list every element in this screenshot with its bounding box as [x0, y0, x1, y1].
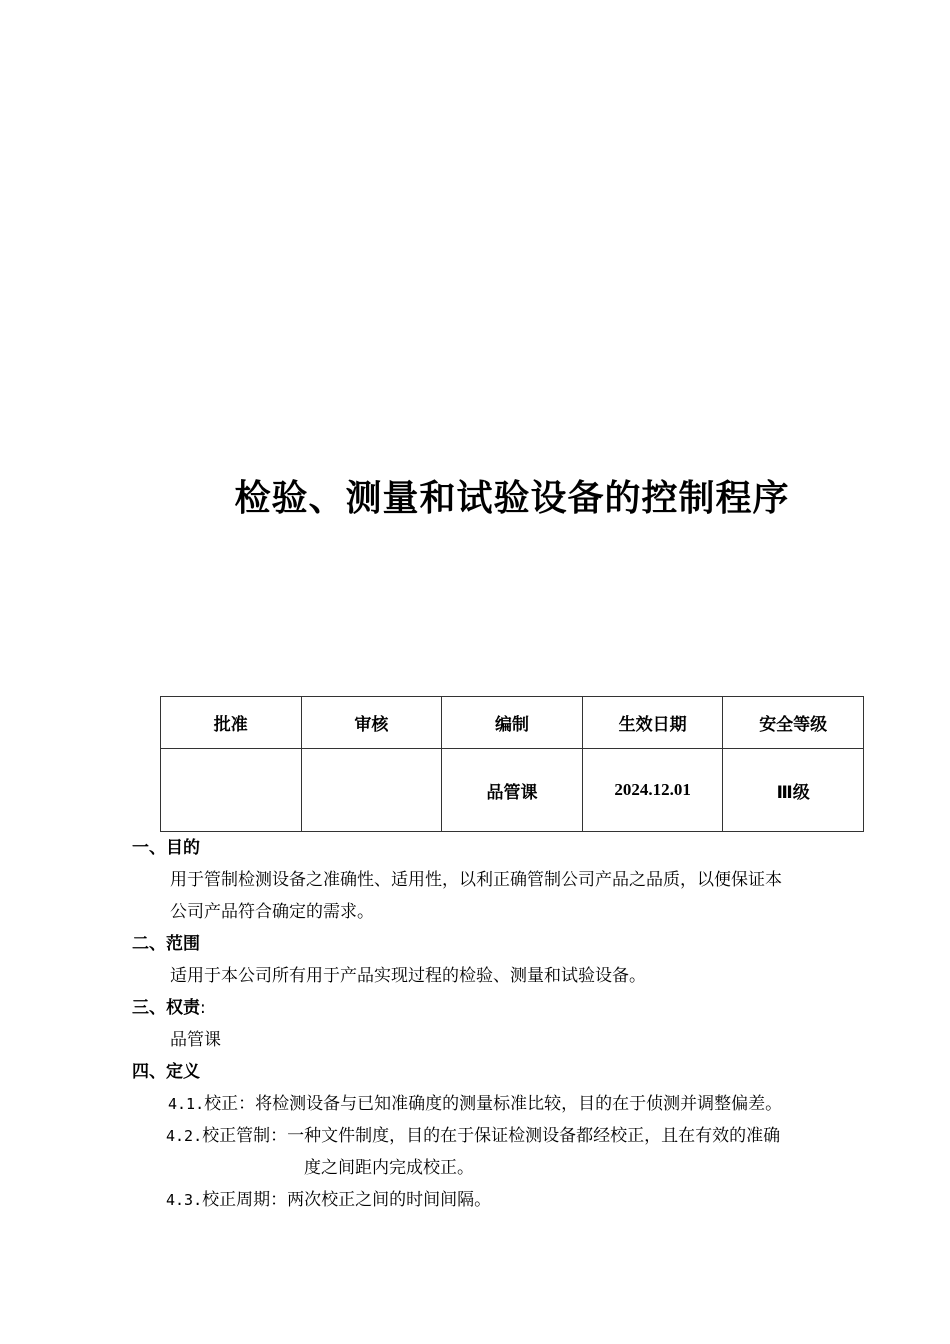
definition-number: 4.3.	[166, 1191, 203, 1209]
section-heading-scope: 二、范围	[132, 934, 200, 954]
responsibility-heading-text: 三、权责	[132, 998, 200, 1018]
value-prepared: 品管课	[442, 749, 583, 832]
definition-text: 将检测设备与已知准确度的测量标准比较，目的在于侦测并调整偏差。	[255, 1094, 783, 1114]
header-approve: 批准	[161, 697, 302, 749]
definition-item	[166, 1120, 780, 1152]
document-title: 检验、测量和试验设备的控制程序	[234, 478, 790, 519]
definition-item	[166, 1184, 491, 1216]
responsibility-heading-colon: :	[200, 998, 206, 1018]
definition-number: 4.1.	[168, 1095, 205, 1113]
section-heading-definitions: 四、定义	[132, 1062, 200, 1082]
purpose-line-2: 公司产品符合确定的需求。	[170, 902, 374, 922]
header-review: 审核	[301, 697, 442, 749]
definition-label: 校正管制：	[202, 1126, 288, 1146]
definition-number: 4.2.	[166, 1127, 203, 1145]
header-effective-date: 生效日期	[582, 697, 723, 749]
definition-text: 一种文件制度，目的在于保证检测设备都经校正，且在有效的准确	[287, 1126, 781, 1146]
definition-item	[168, 1088, 782, 1120]
definition-text: 两次校正之间的时间间隔。	[287, 1190, 492, 1210]
value-review	[301, 749, 442, 832]
section-heading-purpose: 一、目的	[132, 838, 200, 858]
header-prepared: 编制	[442, 697, 583, 749]
value-security-level: Ⅲ级	[723, 749, 864, 832]
definition-continuation: 度之间距内完成校正。	[304, 1158, 474, 1178]
section-heading-responsibility	[132, 996, 206, 1020]
responsibility-line-1: 品管课	[170, 1030, 221, 1050]
scope-line-1: 适用于本公司所有用于产品实现过程的检验、测量和试验设备。	[170, 966, 646, 986]
value-approve	[161, 749, 302, 832]
purpose-line-1: 用于管制检测设备之准确性、适用性，以利正确管制公司产品之品质，以便保证本	[170, 870, 782, 890]
approval-header-row	[161, 697, 864, 749]
approval-table	[160, 696, 864, 832]
approval-value-row	[161, 749, 864, 832]
header-security-level: 安全等级	[723, 697, 864, 749]
definition-label: 校正：	[204, 1094, 256, 1114]
definition-label: 校正周期：	[202, 1190, 288, 1210]
value-effective-date: 2024.12.01	[582, 749, 723, 832]
